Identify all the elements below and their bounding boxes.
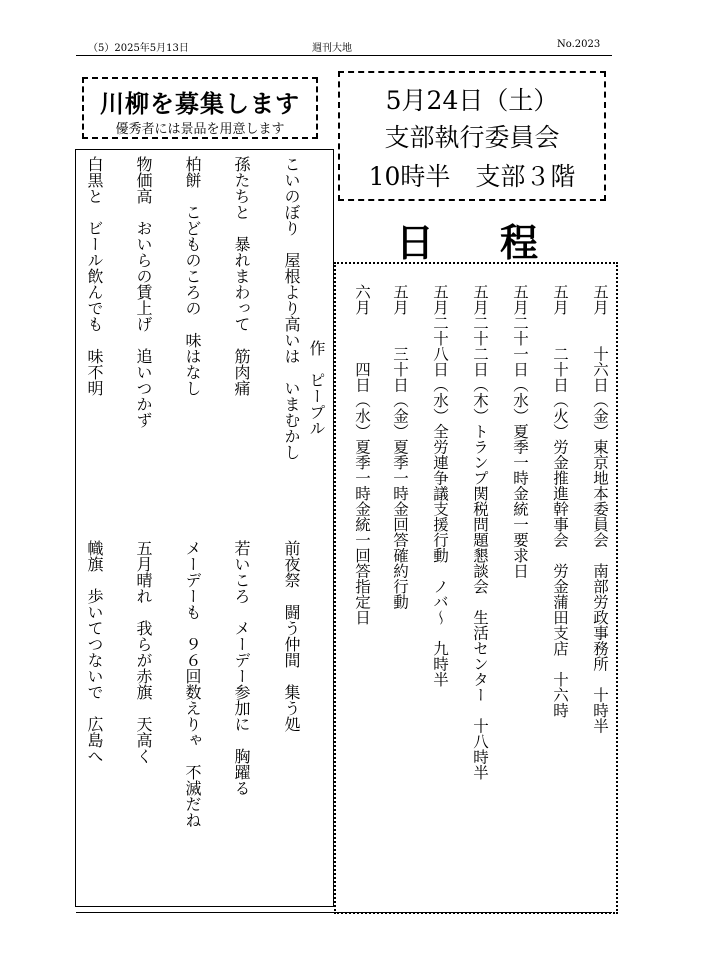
schedule-item: 五月 十六日（金）東京地本委員会 南部労政事務所 十時半: [591, 284, 609, 734]
senryu-call-subtitle: 優秀者には景品を用意します: [115, 122, 285, 137]
senryu-call-box: [82, 77, 318, 139]
senryu-poem: 幟旗 歩いてつないで 広島へ: [85, 540, 104, 764]
schedule-heading: 日程: [396, 221, 605, 265]
senryu-poem: 孫たちと 暴れまわって 筋肉痛: [232, 156, 251, 396]
schedule-item: 五月二十八日（水）全労連争議支援行動 ノバ～ 九時半: [431, 284, 449, 687]
meeting-name: 支部執行委員会: [384, 123, 560, 152]
senryu-poem: 五月晴れ 我らが赤旗 天高く: [134, 540, 153, 764]
senryu-poem: こいのぼり 屋根より高いは いまむかし: [282, 156, 301, 460]
meeting-date: 5月24日（土）: [385, 86, 559, 115]
senryu-poem: 柏餅 こどものころの 味はなし: [183, 156, 202, 396]
meeting-announcement-box: [338, 71, 606, 201]
schedule-item: 五月 三十日（金）夏季一時金回答確約行動: [391, 284, 409, 610]
schedule-item: 六月 四日（水）夏季一時金統一回答指定日: [353, 284, 371, 625]
senryu-poem: 若いころ メーデー参加に 胸躍る: [232, 540, 251, 796]
senryu-poem: 物価高 おいらの賃上げ 追いつかず: [134, 156, 153, 428]
schedule-item: 五月二十二日（木）トランプ関税問題懇談会 生活センター 十八時半: [471, 284, 489, 780]
senryu-author: 作 ピープル: [307, 340, 326, 436]
senryu-call-title: 川柳を募集します: [100, 90, 300, 118]
issue-date: （5）2025年5月13日: [88, 43, 189, 54]
header-rule: [76, 55, 612, 56]
schedule-item: 五月二十一日（水）夏季一時金統一要求日: [511, 284, 529, 579]
schedule-item: 五月 二十日（火）労金推進幹事会 労金蒲田支店 十六時: [551, 284, 569, 718]
schedule-box: [334, 262, 618, 914]
newsletter-title: 週刊大地: [312, 43, 352, 54]
issue-number: No.2023: [557, 39, 601, 50]
meeting-time-place: 10時半 支部３階: [368, 162, 576, 191]
senryu-poems-box: [75, 149, 334, 907]
senryu-poem: 前夜祭 闘う仲間 集う処: [282, 540, 301, 732]
senryu-poem: 白黒と ビール飲んでも 味不明: [85, 156, 104, 396]
senryu-poem: メーデーも ９６回数えりゃ 不滅だね: [183, 540, 202, 828]
footer-rule: [76, 912, 612, 913]
